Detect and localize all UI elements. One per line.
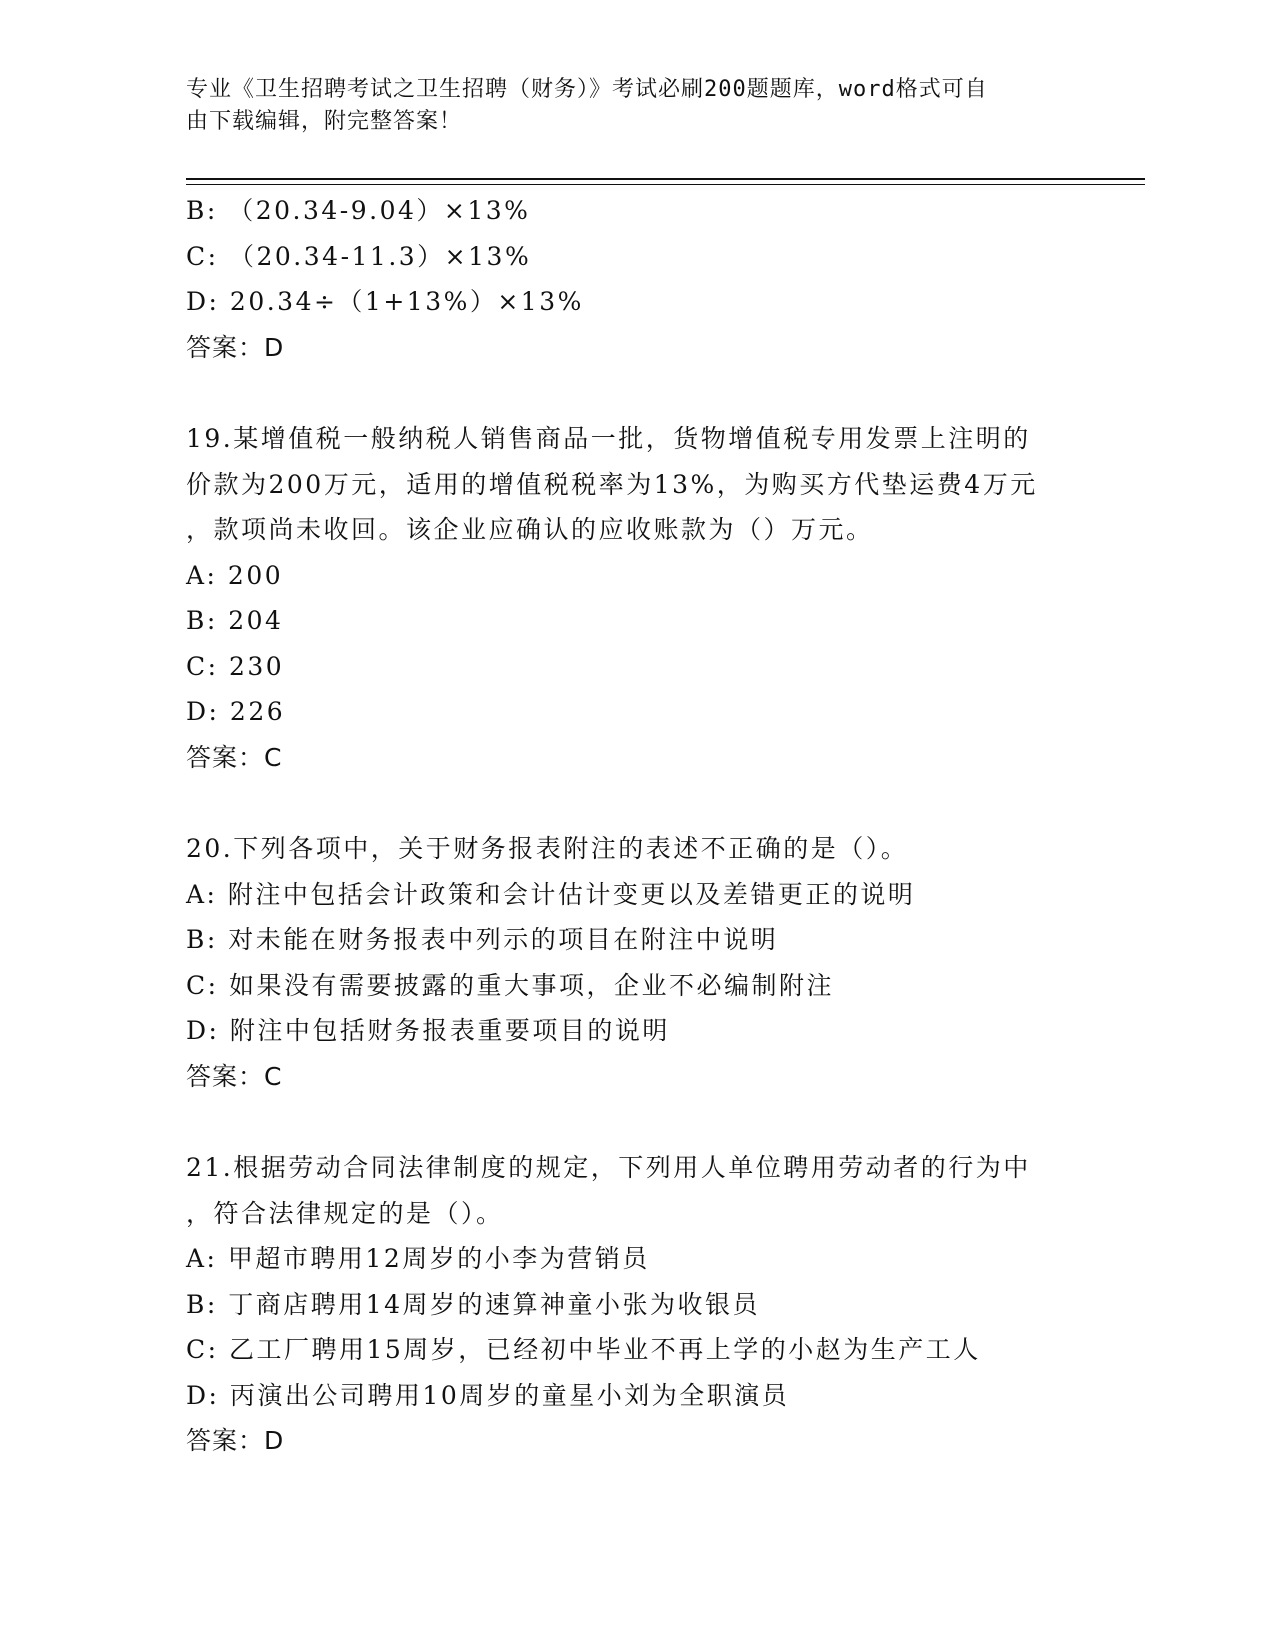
question-21 (186, 1145, 1086, 1464)
answer-label: 答案：C (186, 742, 283, 772)
header-title-line-2: 由下载编辑，附完整答案！ (186, 109, 463, 134)
answer-label: 答案：D (186, 332, 285, 362)
option-c: C: 乙工厂聘用15周岁，已经初中毕业不再上学的小赵为生产工人 (186, 1335, 981, 1364)
question-stem-line: ，符合法律规定的是（）。 (186, 1198, 504, 1228)
option-c: C: 230 (186, 651, 285, 681)
question-list (186, 188, 1086, 1464)
question-stem-line: 21.根据劳动合同法律制度的规定，下列用人单位聘用劳动者的行为中 (186, 1153, 1031, 1182)
question-20 (186, 826, 1086, 1099)
question-stem-line: 20.下列各项中，关于财务报表附注的表述不正确的是（）。 (186, 834, 909, 863)
header-rule-thin (186, 184, 1145, 185)
option-a: A: 附注中包括会计政策和会计估计变更以及差错更正的说明 (186, 879, 916, 909)
question-19 (186, 416, 1086, 780)
option-c: C: （20.34-11.3）×13% (186, 241, 532, 271)
answer-label: 答案：D (186, 1426, 285, 1455)
option-b: B: 对未能在财务报表中列示的项目在附注中说明 (186, 925, 779, 954)
document-header (186, 74, 1086, 138)
option-b: B: 204 (186, 606, 284, 635)
option-c: C: 如果没有需要披露的重大事项，企业不必编制附注 (186, 970, 835, 1000)
header-rule-thick (186, 178, 1145, 180)
option-d: D: 附注中包括财务报表重要项目的说明 (186, 1016, 670, 1045)
answer-label: 答案：C (186, 1061, 283, 1091)
question-stem-line: ，款项尚未收回。该企业应确认的应收账款为（）万元。 (186, 515, 874, 544)
question-stem-line: 19.某增值税一般纳税人销售商品一批，货物增值税专用发票上注明的 (186, 424, 1031, 453)
question-18-partial (186, 188, 1086, 370)
question-stem-line: 价款为200万元，适用的增值税税率为13%，为购买方代垫运费4万元 (186, 469, 1038, 499)
option-a: A: 甲超市聘用12周岁的小李为营销员 (186, 1244, 650, 1273)
header-title-line-1: 专业《卫生招聘考试之卫生招聘（财务）》考试必刷200题题库，word格式可自 (186, 77, 988, 102)
option-b: B: 丁商店聘用14周岁的速算神童小张为收银员 (186, 1289, 761, 1319)
option-b: B: （20.34-9.04）×13% (186, 196, 531, 225)
option-d: D: 丙演出公司聘用10周岁的童星小刘为全职演员 (186, 1380, 790, 1410)
option-a: A: 200 (186, 560, 284, 590)
option-d: D: 226 (186, 697, 286, 726)
option-d: D: 20.34÷（1+13%）×13% (186, 287, 584, 316)
